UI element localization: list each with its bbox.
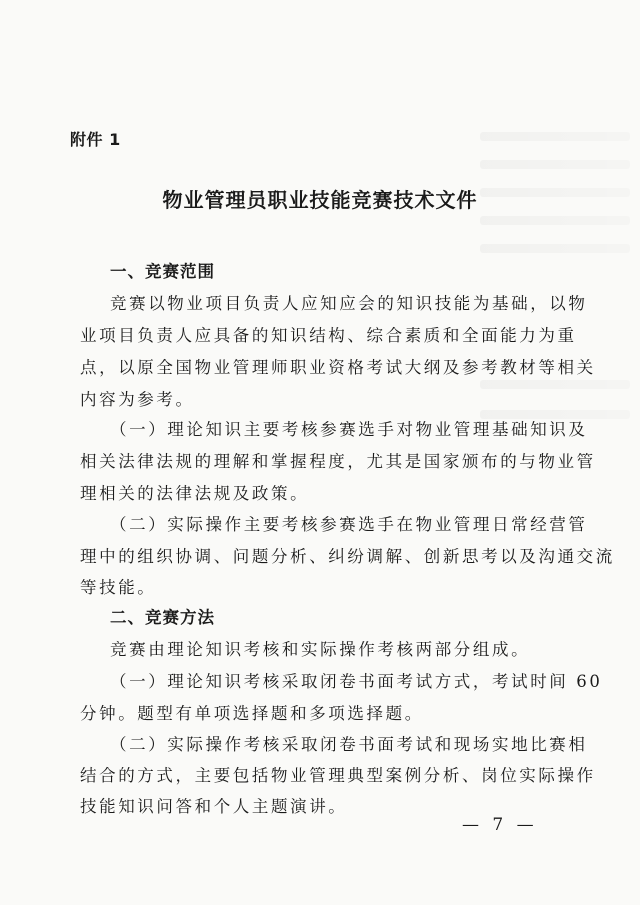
paragraph-line: 业项目负责人应具备的知识结构、综合素质和全面能力为重 (80, 326, 577, 345)
bleed-through-mark (480, 216, 630, 225)
paragraph-line: 理中的组织协调、问题分析、纠纷调解、创新思考以及沟通交流 (80, 547, 615, 566)
attachment-label: 附件 1 (70, 130, 121, 149)
paragraph-line: （一）理论知识考核采取闭卷书面考试方式，考试时间 60 (110, 672, 603, 691)
section-heading-method: 二、竞赛方法 (110, 608, 215, 627)
paragraph-line: 分钟。题型有单项选择题和多项选择题。 (80, 704, 424, 723)
paragraph-line: （一）理论知识主要考核参赛选手对物业管理基础知识及 (110, 420, 588, 439)
paragraph-line: 点，以原全国物业管理师职业资格考试大纲及参考教材等相关 (80, 358, 596, 377)
bleed-through-mark (480, 160, 630, 169)
paragraph-line: （二）实际操作主要考核参赛选手在物业管理日常经营管 (110, 515, 588, 534)
paragraph-line: 技能知识问答和个人主题演讲。 (80, 797, 348, 816)
bleed-through-mark (480, 132, 630, 141)
paragraph-line: 结合的方式，主要包括物业管理典型案例分析、岗位实际操作 (80, 766, 596, 785)
paragraph-line: 理相关的法律法规及政策。 (80, 484, 310, 503)
section-heading-scope: 一、竞赛范围 (110, 262, 215, 281)
bleed-through-mark (480, 244, 630, 253)
document-title: 物业管理员职业技能竞赛技术文件 (162, 188, 478, 212)
paragraph-line: 内容为参考。 (80, 390, 195, 409)
paragraph-line: 竞赛由理论知识考核和实际操作考核两部分组成。 (110, 640, 531, 659)
paragraph-line: 竞赛以物业项目负责人应知应会的知识技能为基础，以物 (110, 294, 588, 313)
bleed-through-mark (480, 380, 630, 389)
paragraph-line: （二）实际操作考核采取闭卷书面考试和现场实地比赛相 (110, 735, 588, 754)
bleed-through-mark (480, 410, 630, 419)
paragraph-line: 相关法律法规的理解和掌握程度，尤其是国家颁布的与物业管 (80, 452, 596, 471)
page-number: — 7 — (462, 815, 538, 835)
paragraph-line: 等技能。 (80, 578, 157, 597)
